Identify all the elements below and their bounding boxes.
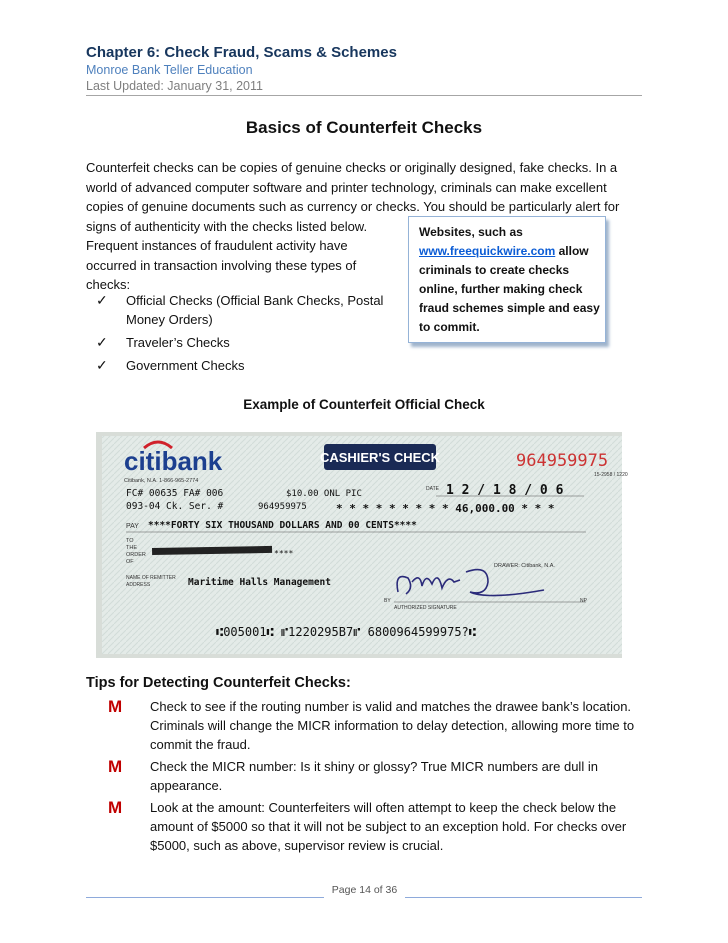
- citibank-logo: citibank: [124, 446, 223, 476]
- remitter-label: NAME OF REMITTER ADDRESS: [126, 575, 176, 588]
- list-item: ✓ Government Checks: [96, 357, 245, 373]
- checkmark-icon: ✓: [96, 334, 108, 350]
- bank-address: Citibank, N.A. 1-866-965-2774: [124, 478, 199, 484]
- pay-amount-words: ****FORTY SIX THOUSAND DOLLARS AND 00 CENTS****: [148, 520, 417, 531]
- serial-label: 093-04 Ck. Ser. #: [126, 501, 224, 512]
- footer-divider-left: [86, 897, 324, 898]
- bullet-icon: M: [108, 798, 123, 817]
- banner-text: CASHIER'S CHECK: [319, 450, 441, 465]
- np-label: NP: [580, 598, 587, 604]
- footer-divider-right: [405, 897, 642, 898]
- check-date: 1 2 / 1 8 / 0 6: [446, 483, 564, 498]
- header-divider: [86, 95, 642, 96]
- micr-line: ⑆005001⑆ ⑈1220295B7⑈ 6800964599975?⑆: [216, 625, 476, 639]
- checkmark-icon: ✓: [96, 292, 108, 308]
- fraud-paragraph: Frequent instances of fraudulent activity have occurred in transaction involving these types of checks:: [86, 238, 357, 292]
- bullet-icon: M: [108, 697, 123, 716]
- bullet-icon: M: [108, 757, 123, 776]
- last-updated: Last Updated: January 31, 2011: [86, 79, 263, 93]
- to-the-order-label: TO THE ORDER OF: [126, 538, 146, 565]
- example-heading: Example of Counterfeit Official Check: [243, 397, 485, 412]
- list-item: ✓ Official Checks (Official Bank Checks, Postal Money Orders): [96, 292, 384, 327]
- date-label: DATE: [426, 486, 439, 492]
- check-amount: * * * * * * * * * 46,000.00 * * *: [336, 502, 555, 515]
- list-item: M Check to see if the routing number is valid and matches the drawee bank’s location. Criminals will change the MICR information to delay detection, allowing more time to commit the fraud.: [108, 697, 635, 752]
- tips-heading: Tips for Detecting Counterfeit Checks:: [86, 675, 351, 691]
- running-header: [86, 44, 642, 94]
- fc-line: FC# 00635 FA# 006: [126, 488, 224, 499]
- tips-list: [108, 697, 648, 858]
- drawer-label: DRAWER: Citibank, N.A.: [494, 563, 555, 569]
- routing-fraction: 15-2958 / 1220: [594, 472, 628, 478]
- section-heading: Basics of Counterfeit Checks: [245, 118, 483, 137]
- chapter-title: Chapter 6: Check Fraud, Scams & Schemes: [86, 44, 397, 61]
- page-number: Page 14 of 36: [331, 884, 398, 896]
- check-number: 964959975: [516, 451, 609, 471]
- list-item: M Look at the amount: Counterfeiters will often attempt to keep the check below the amount of $5000 so that it will not be subject to an exception hold. For checks over $5000, such as above, supervisor review is crucial.: [108, 798, 627, 853]
- authorized-signature-label: AUTHORIZED SIGNATURE: [394, 605, 457, 611]
- by-label: BY: [384, 598, 391, 604]
- websites-callout: Websites, such as www.freequickwire.com allow criminals to create checks online, further making check fraud schemes simple and easy to commit.: [408, 216, 606, 343]
- course-subtitle: Monroe Bank Teller Education: [86, 63, 253, 77]
- list-item: M Check the MICR number: Is it shiny or glossy? True MICR numbers are dull in appearance.: [108, 757, 598, 793]
- checkmark-icon: ✓: [96, 357, 108, 373]
- check-svg: [96, 432, 628, 658]
- counterfeit-check-image: [96, 432, 628, 658]
- freequickwire-link[interactable]: www.freequickwire.com: [419, 244, 556, 258]
- fee-text: $10.00 ONL PIC: [286, 489, 362, 499]
- serial-number: 964959975: [258, 502, 307, 512]
- check-type-list: [96, 291, 396, 379]
- list-item: ✓ Traveler’s Checks: [96, 334, 230, 350]
- remitter-name: Maritime Halls Management: [188, 577, 331, 588]
- intro-paragraph: Counterfeit checks can be copies of genuine checks or originally designed, fake checks. In a world of advanced computer software and printer technology, criminals can make excellent copies of genuine documents such as currency or checks. You should be particularly alert for signs of authenticity with the checks listed below.: [86, 160, 620, 234]
- pay-label: PAY: [126, 523, 139, 530]
- svg-text:****: ****: [274, 549, 294, 558]
